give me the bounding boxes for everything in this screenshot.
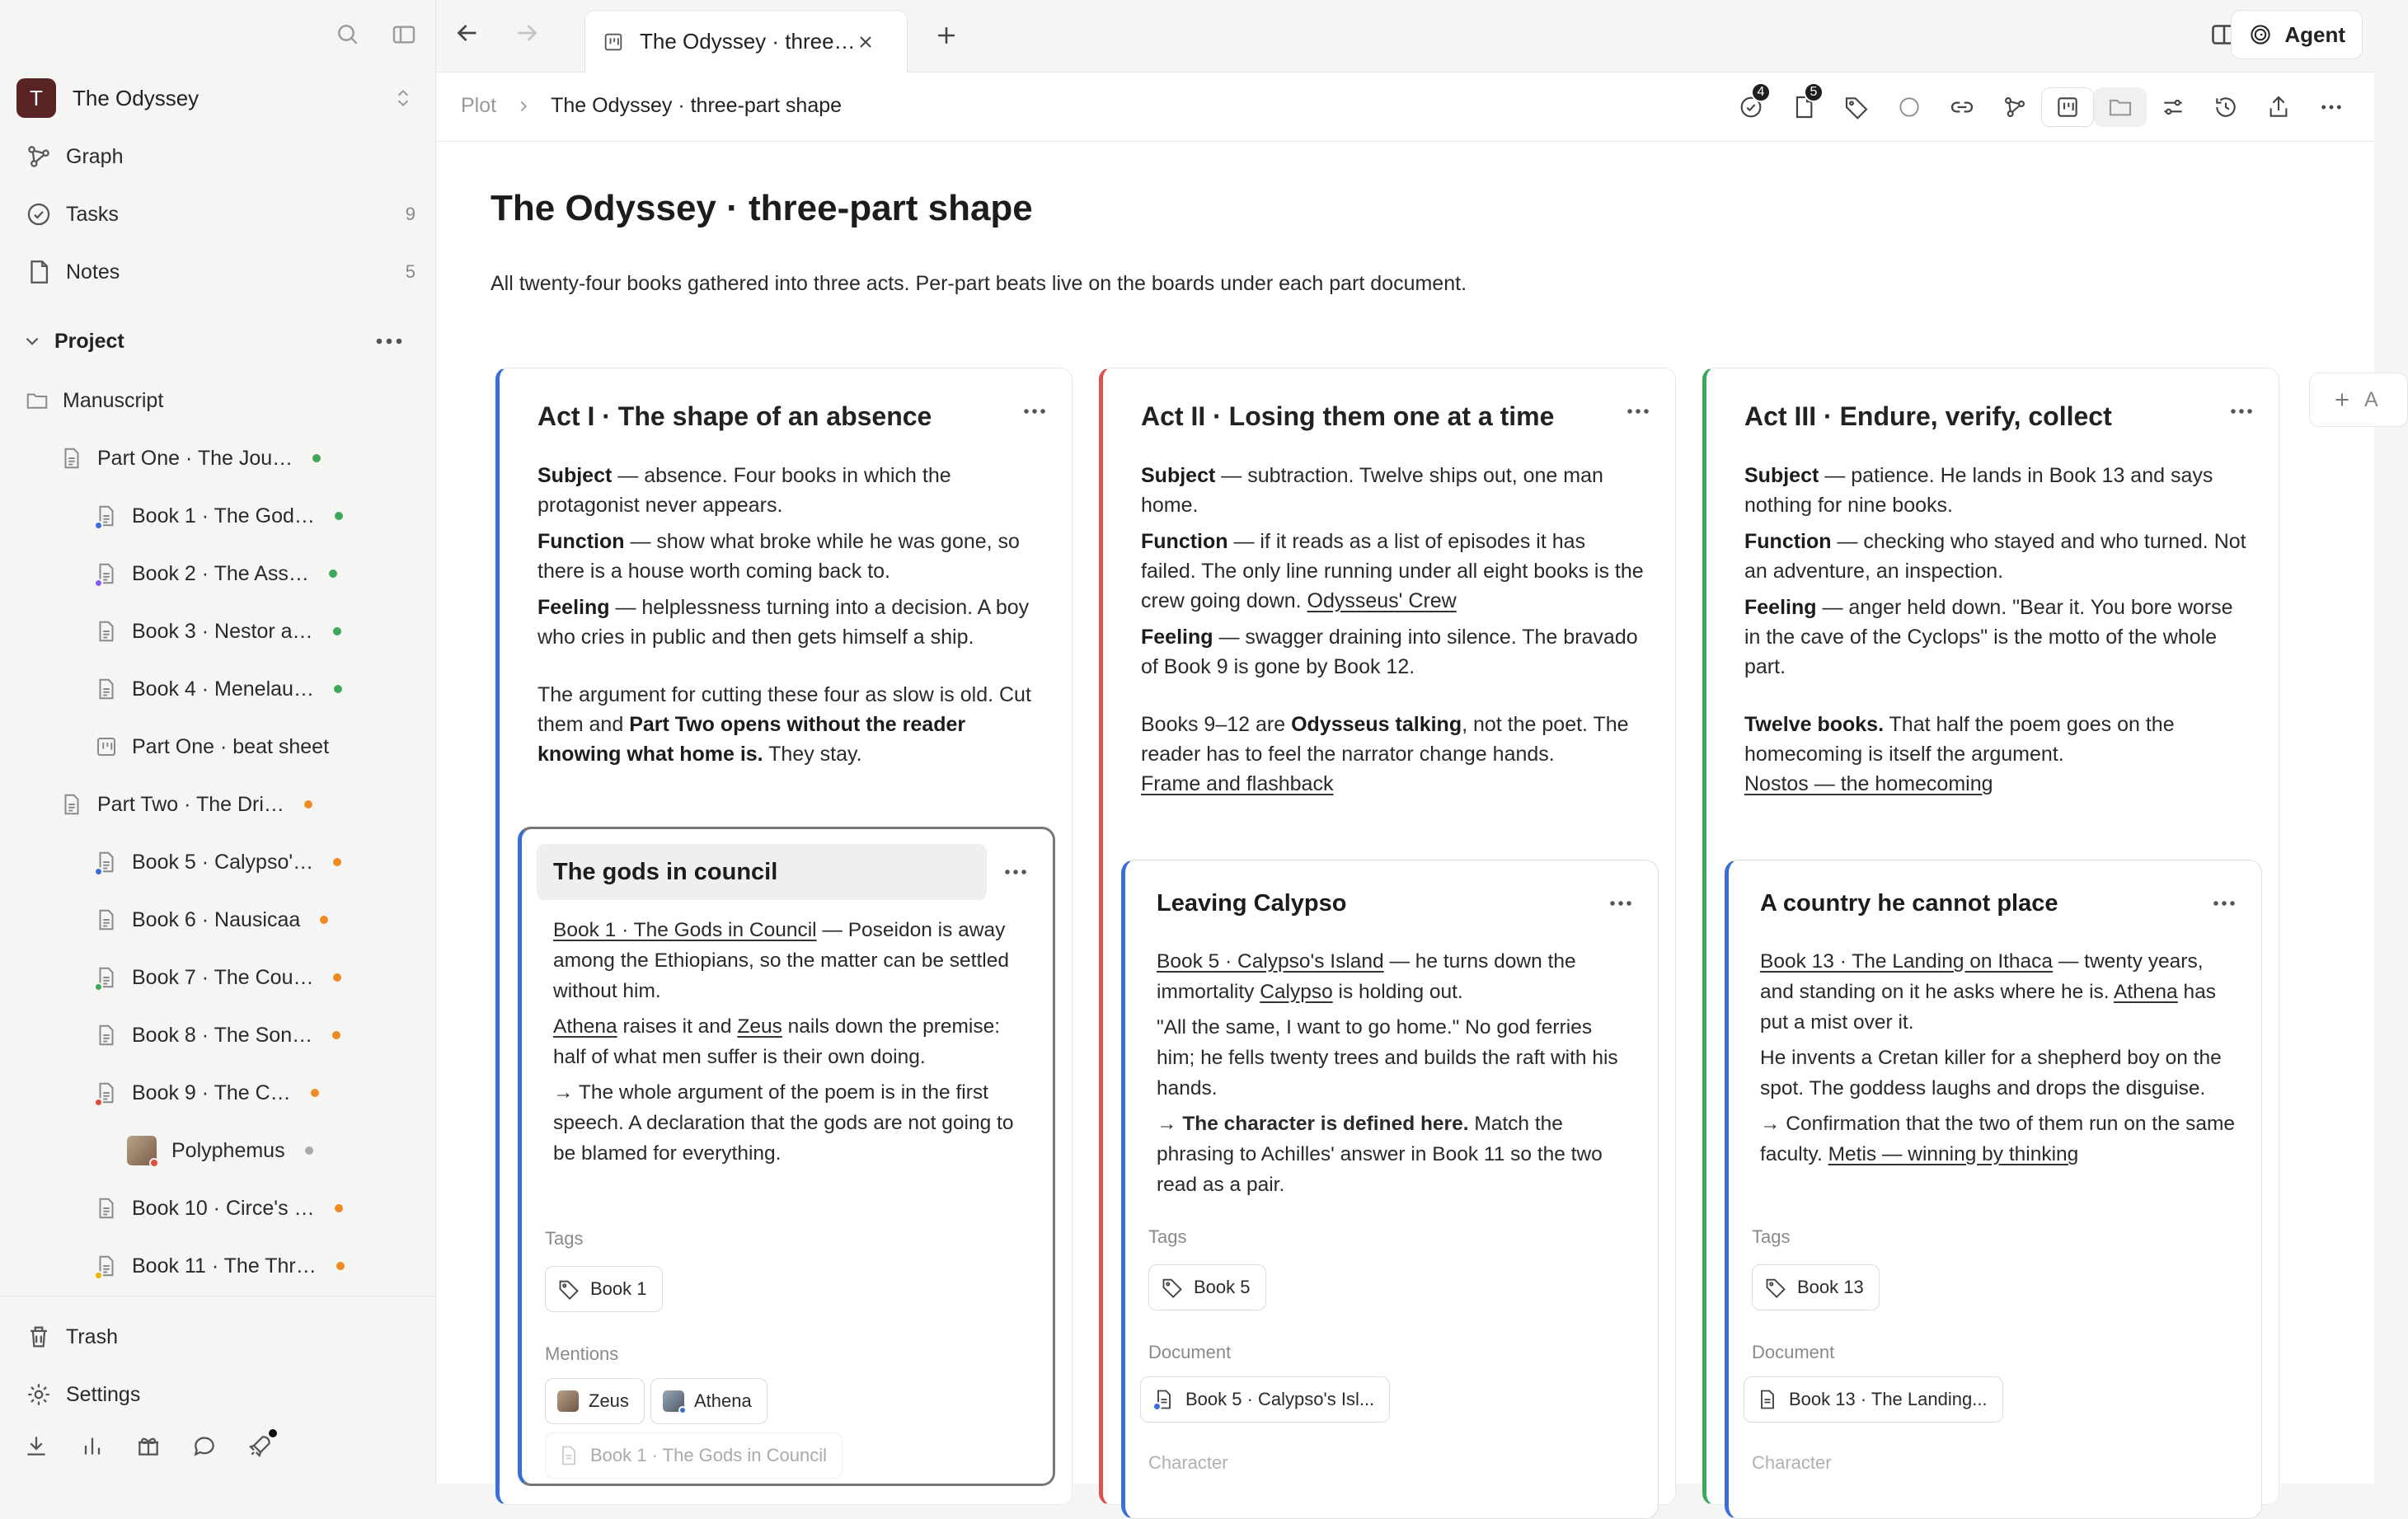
tree-item-label: Part One · The Jou… [97,446,293,470]
folder-view-icon[interactable] [2094,87,2147,127]
feeling-text: — helplessness turning into a decision. A boy who cries in public and then gets himself a ship. [537,596,1030,649]
status-dot [335,512,343,520]
chevron-down-icon [21,331,43,352]
gear-icon [25,1381,53,1409]
tree-item[interactable] [94,1184,343,1233]
subject-label: Subject [1744,464,1819,487]
beat-card[interactable] [1725,860,2262,1519]
gift-icon[interactable] [135,1432,162,1459]
more-icon[interactable] [1022,406,1047,416]
card-text: is holding out. [1332,981,1463,1003]
tree-item-label: Book 5 · Calypso'… [132,850,314,874]
document-label: Document [1148,1342,1232,1362]
link-icon[interactable] [1936,87,1988,127]
tree-item-label: Book 4 · Menelau… [132,677,314,701]
document-icon [59,444,84,472]
sidebar-item-trash[interactable] [25,1314,415,1360]
tree-item-label: Book 2 · The Ass… [132,561,309,585]
breadcrumb-parent[interactable]: Plot [461,94,497,117]
board-icon [94,733,119,761]
page-description: All twenty-four books gathered into three acts. Per-part beats live on the boards under each part document. [491,272,1467,295]
item-count: 9 [405,204,415,224]
status-dot [333,973,341,982]
search-icon[interactable] [335,21,361,48]
agent-label: Agent [2284,21,2345,47]
column-title: Act III · Endure, verify, collect [1744,401,2112,431]
mention-link[interactable]: Nostos — the homecoming [1744,772,1993,795]
tag-chip[interactable] [1148,1264,1266,1310]
add-column-label: A [2364,387,2378,411]
tree-item-label: Book 10 · Circe's … [132,1196,315,1220]
chevron-up-down-icon [392,85,414,111]
card-text: has put a mist over it. [1760,981,2216,1034]
card-text: He invents a Cretan killer for a shepherd boy on the spot. The goddess laughs and drops the disguise. [1760,1047,2222,1099]
function-text: — if it reads as a list of episodes it has failed. The only line running under all eight books is the crew going down. [1141,530,1644,612]
tree-item[interactable] [94,491,343,541]
feeling-text: — anger held down. "Bear it. You bore worse in the cave of the Cyclops" is the motto of the whole part. [1744,596,2233,678]
check-circle-icon [25,200,53,228]
status-dot [304,800,312,809]
tree-item[interactable] [94,953,341,1002]
tree-item-label: Book 1 · The God… [132,504,315,527]
sidebar-item-label: Settings [66,1382,141,1406]
tab-active[interactable] [584,10,908,73]
column-description [537,461,1042,776]
board-icon [602,30,625,54]
tasks-badge: 4 [1751,82,1771,102]
mention-label: Athena [694,1390,752,1411]
notes-icon[interactable] [1777,87,1830,127]
history-icon[interactable] [2199,87,2252,127]
mention-link[interactable]: Book 5 · Calypso's Island [1157,950,1384,973]
tree-item[interactable] [94,664,342,714]
tree-item-label: Book 11 · The Thr… [132,1254,317,1278]
tag-icon [557,1278,580,1301]
agent-icon [2248,22,2273,47]
tab-bar [436,0,2374,73]
tree-item-label: Book 7 · The Cou… [132,965,314,989]
card-body [553,915,1028,1174]
notes-icon [25,258,53,286]
beat-card[interactable] [1121,860,1659,1519]
note-bold: Odysseus talking [1291,713,1462,736]
tag-icon [1161,1276,1184,1299]
feeling-label: Feeling [537,596,610,619]
add-column-button[interactable] [2309,373,2408,427]
tree-item[interactable] [94,895,328,945]
document-icon [94,675,119,703]
status-dot [332,1031,340,1039]
tag-chip[interactable] [1752,1264,1880,1310]
character-label: Character [1148,1452,1228,1473]
item-count: 5 [405,261,415,282]
note-text: The argument for cutting these four as slow is old. Cut them and [537,683,1031,736]
tree-item-label: Part Two · The Dri… [97,792,284,816]
document-icon [557,1444,580,1467]
sidebar-item-label: Notes [66,260,120,284]
function-label: Function [537,530,625,553]
card-text: raises it and [617,1015,738,1038]
card-title[interactable]: Leaving Calypso [1157,889,1347,917]
character-avatar [663,1390,684,1412]
card-text: → [1157,1113,1183,1135]
more-icon[interactable] [2212,898,2237,908]
subject-text: — patience. He lands in Book 13 and says nothing for nine books. [1744,464,2213,517]
column-description [1141,461,1645,805]
document-label: Book 1 · The Gods in Council [590,1445,827,1465]
tag-icon [1764,1276,1787,1299]
card-text: — twenty years, and standing on it he asks where he is. [1760,950,2204,1003]
tree-item-label: Book 8 · The Son… [132,1023,313,1047]
sidebar-item-notes[interactable] [25,249,415,295]
status-dot [312,454,321,462]
sliders-icon[interactable] [2147,87,2199,127]
document-icon [94,1021,119,1049]
trash-icon [25,1323,53,1351]
mention-link[interactable]: Calypso [1260,981,1333,1003]
subject-text: — absence. Four books in which the protagonist never appears. [537,464,951,517]
document-icon [94,848,119,876]
status-dot [335,1204,343,1212]
tree-item-manuscript[interactable] [25,376,163,425]
subject-text: — subtraction. Twelve ships out, one man home. [1141,464,1603,517]
close-icon[interactable] [856,32,875,52]
tree-item[interactable] [59,434,321,483]
board-column-act-3 [1702,368,2279,1505]
tags-label: Tags [1752,1226,1791,1247]
subject-label: Subject [537,464,613,487]
notes-badge: 5 [1804,82,1824,102]
toolbar-actions [1725,87,2358,127]
feeling-label: Feeling [1141,626,1213,649]
agent-button[interactable] [2231,10,2363,59]
more-icon[interactable] [2229,406,2254,416]
mention-link[interactable]: Book 1 · The Gods in Council [553,919,817,941]
mention-label: Zeus [589,1390,629,1411]
note-text: Books 9–12 are [1141,713,1292,736]
sidebar-top-actions [335,21,417,48]
tasks-icon[interactable] [1725,87,1777,127]
mention-link[interactable]: Frame and flashback [1141,772,1334,795]
tree-item[interactable] [94,1241,345,1291]
workspace-avatar: T [16,78,56,118]
plus-icon[interactable] [932,21,960,49]
download-icon[interactable] [23,1432,49,1459]
status-dot [333,858,341,866]
card-title[interactable]: The gods in council [537,844,987,900]
tree-item-label: Book 3 · Nestor a… [132,619,313,643]
document-icon [94,1194,119,1222]
document-icon [94,502,119,530]
card-text: — he turns down the immortality [1157,950,1576,1003]
document-icon [94,963,119,992]
more-icon[interactable] [1003,867,1028,877]
page-title: The Odyssey · three-part shape [491,188,1033,228]
tree-item-label: Part One · beat sheet [132,734,330,758]
status-dot [320,916,328,924]
function-label: Function [1744,530,1832,553]
card-text: Match the phrasing to Achilles' answer in Book 11 so the two read as a pair. [1157,1113,1603,1196]
graph-icon [25,143,53,171]
note-text: That half the poem goes on the homecoming is itself the argument. [1744,713,2175,766]
status-dot [311,1089,319,1097]
sidebar-item-graph[interactable] [25,134,415,180]
function-text: — show what broke while he was gone, so there is a house worth coming back to. [537,530,1020,583]
sidebar-item-tasks[interactable] [25,191,415,237]
column-description [1744,461,2249,805]
mention-link[interactable]: Zeus [737,1015,782,1038]
function-label: Function [1141,530,1228,553]
status-dot [336,1262,345,1270]
tree-item-label: Book 6 · Nausicaa [132,907,301,931]
document-chip[interactable] [1744,1376,2003,1423]
mention-link[interactable]: Metis — winning by thinking [1828,1143,2079,1165]
board-column-act-2 [1099,368,1676,1505]
sidebar-item-label: Tasks [66,202,119,226]
tab-title: The Odyssey · three… [640,29,856,54]
more-icon[interactable] [2305,87,2358,127]
project-section-header[interactable] [21,320,415,363]
subject-label: Subject [1141,464,1216,487]
project-label: Project [54,329,124,353]
more-icon[interactable] [374,333,404,349]
share-icon[interactable] [2252,87,2305,127]
card-text: → Confirmation that the two of them run on the same faculty. [1760,1113,2236,1165]
tree-item[interactable] [59,780,312,829]
document-label: Document [1752,1342,1835,1362]
mention-chip-zeus[interactable] [545,1378,645,1424]
mentions-label: Mentions [545,1343,619,1364]
tree-item[interactable] [94,722,329,771]
workspace-name: The Odyssey [73,85,199,110]
column-title: Act I · The shape of an absence [537,401,932,431]
sidebar-item-label: Graph [66,144,124,168]
tags-label: Tags [1148,1226,1187,1247]
rocket-icon[interactable] [247,1432,274,1459]
document-icon [94,617,119,645]
mention-chip-athena[interactable] [650,1378,767,1424]
function-text: — checking who stayed and who turned. Not an adventure, an inspection. [1744,530,2246,583]
status-dot [334,685,342,693]
tree-item-label: Manuscript [63,388,164,412]
tree-item-label: Book 9 · The C… [132,1081,291,1104]
mention-link[interactable]: Book 13 · The Landing on Ithaca [1760,950,2054,973]
card-text: → The whole argument of the poem is in the first speech. A declaration that the gods are not going to be blamed for everything. [553,1081,1014,1165]
sidebar-bottom-actions [23,1432,274,1459]
more-icon[interactable] [1626,406,1650,416]
stats-icon[interactable] [79,1432,106,1459]
tag-chip[interactable] [545,1266,663,1312]
tag-label: Book 5 [1194,1277,1251,1297]
board-column-act-1 [495,368,1073,1505]
beat-card[interactable] [518,827,1055,1486]
document-icon [1756,1388,1779,1411]
card-body [1760,946,2237,1174]
character-avatar [557,1390,579,1412]
card-text: nails down the premise: half of what men suffer is their own doing. [553,1015,1001,1068]
note-text: , not the poet. The reader has to feel the narrator change hands. [1141,713,1629,766]
card-text: "All the same, I want to go home." No god ferries him; he fells twenty trees and builds the raft with his hands. [1157,1016,1618,1099]
document-name: Book 13 · The Landing... [1789,1389,1988,1409]
more-icon[interactable] [1608,898,1633,908]
workspace-switcher[interactable] [16,77,414,119]
tree-item-polyphemus[interactable] [127,1126,313,1175]
status-circle-icon[interactable] [1883,87,1936,127]
chevron-right-icon [514,97,533,115]
card-title[interactable]: A country he cannot place [1760,889,2058,917]
sidebar-toggle-icon[interactable] [391,21,417,48]
tag-label: Book 13 [1797,1277,1864,1297]
document-icon [59,790,84,818]
document-name: Book 5 · Calypso's Isl... [1185,1389,1375,1409]
document-icon [94,906,119,934]
sidebar-item-settings[interactable] [25,1371,415,1418]
tag-icon[interactable] [1830,87,1883,127]
tree-item[interactable] [94,1068,319,1118]
breadcrumb [461,94,842,118]
tree-item[interactable] [94,549,337,598]
status-dot [333,627,341,635]
tree-item[interactable] [94,1010,340,1060]
feeling-text: — swagger draining into silence. The bravado of Book 9 is gone by Book 12. [1141,626,1638,678]
document-icon [1152,1388,1176,1411]
history-nav [453,18,542,48]
note-bold: Part Two opens without the reader knowing what home is. [537,713,966,766]
document-chip[interactable] [545,1432,843,1479]
tree-item[interactable] [94,607,341,656]
mention-link[interactable]: Athena [553,1015,617,1038]
sidebar [0,0,435,1484]
arrow-left-icon[interactable] [453,18,482,48]
chat-icon[interactable] [191,1432,218,1459]
tree-item[interactable] [94,837,341,887]
character-label: Character [1752,1452,1832,1473]
document-icon [94,1252,119,1280]
mention-link[interactable]: Odysseus' Crew [1307,589,1457,612]
folder-icon [25,387,49,415]
note-bold: Twelve books. [1744,713,1885,736]
arrow-right-icon[interactable] [512,18,542,48]
board-view-icon[interactable] [2041,87,2094,127]
breadcrumb-current: The Odyssey · three-part shape [551,94,843,117]
main-panel [435,0,2378,1484]
card-body [1157,946,1633,1205]
tag-label: Book 1 [590,1278,647,1299]
card-text: — Poseidon is away among the Ethiopians, so the matter can be settled without him. [553,919,1009,1002]
character-avatar [127,1136,157,1165]
graph-icon[interactable] [1988,87,2041,127]
note-text: They stay. [763,743,862,766]
mention-link[interactable]: Athena [2114,981,2178,1003]
document-icon [94,1079,119,1107]
feeling-label: Feeling [1744,596,1817,619]
sidebar-item-label: Trash [66,1324,118,1348]
document-toolbar [436,73,2374,142]
card-text-bold: The character is defined here. [1182,1113,1469,1135]
tags-label: Tags [545,1228,584,1249]
document-chip[interactable] [1140,1376,1390,1423]
status-dot [329,570,337,578]
plus-icon [2331,389,2353,410]
tree-item-label: Polyphemus [171,1138,285,1162]
document-icon [94,560,119,588]
status-dot [305,1146,313,1155]
column-title: Act II · Losing them one at a time [1141,401,1555,431]
